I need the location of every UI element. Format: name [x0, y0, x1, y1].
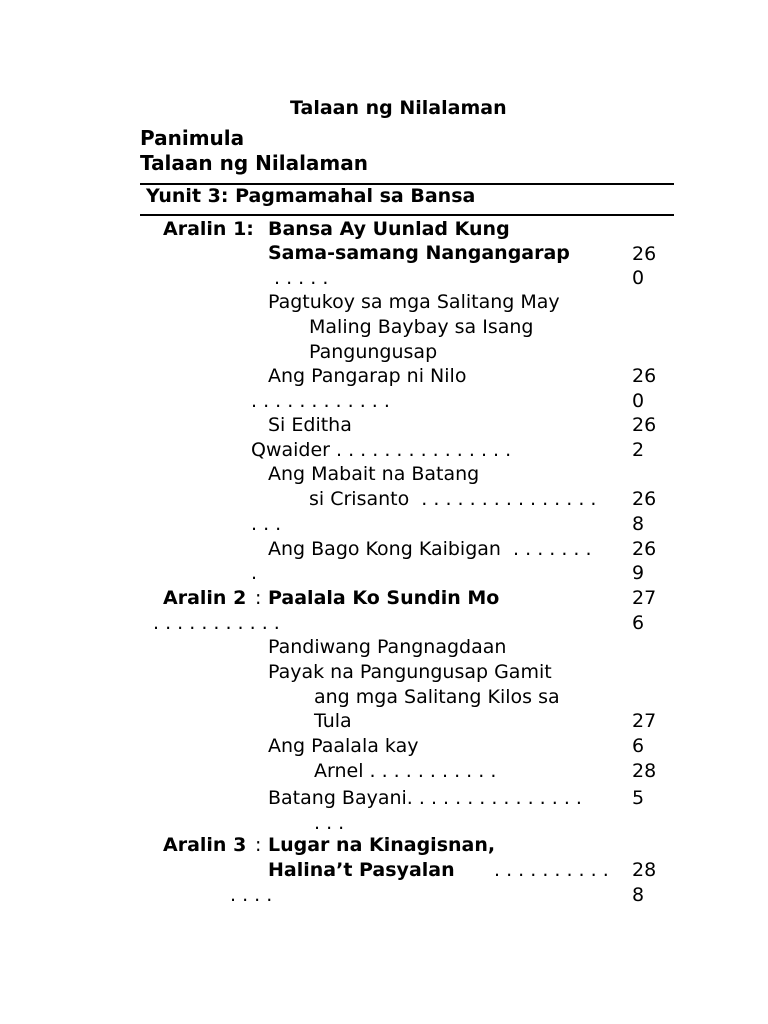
aralin2-item2-page-b: 6 — [632, 735, 645, 757]
aralin3-page-b: 8 — [632, 884, 645, 906]
toc-title: Talaan ng Nilalaman — [290, 97, 507, 119]
aralin3-title-line2: Halina’t Pasyalan — [268, 859, 455, 881]
aralin1-title-line2: Sama-samang Nangangarap — [268, 242, 570, 264]
aralin3-title-line1: Lugar na Kinagisnan, — [268, 834, 496, 856]
aralin1-item4-dots: . . . — [251, 513, 282, 535]
aralin1-item4-page-b: 8 — [632, 513, 645, 535]
aralin2-item1-line1: Pandiwang Pangnagdaan — [268, 636, 507, 658]
aralin1-item1-line2: Maling Baybay sa Isang — [309, 316, 534, 338]
aralin2-item4-line2: . . . — [314, 812, 345, 834]
unit-heading: Yunit 3: Pagmamahal sa Bansa — [146, 185, 476, 207]
aralin1-page-a: 26 — [632, 243, 657, 265]
aralin1-item5-line1: Ang Bago Kong Kaibigan . . . . . . . — [268, 538, 592, 560]
aralin2-item3-page-a: 28 — [632, 760, 657, 782]
aralin1-item4-line1: Ang Mabait na Batang — [268, 463, 480, 485]
front-item-panimula: Panimula — [140, 126, 245, 150]
aralin1-item3-page-a: 26 — [632, 414, 657, 436]
aralin2-colon: : — [255, 587, 262, 609]
aralin2-item3-line2: Arnel . . . . . . . . . . . — [314, 760, 497, 782]
aralin1-page-b: 0 — [632, 267, 645, 289]
aralin1-item4-line2: si Crisanto . . . . . . . . . . . . . . . — [309, 488, 597, 510]
aralin1-item2-dots: . . . . . . . . . . . . — [251, 390, 390, 412]
aralin1-title-line1: Bansa Ay Uunlad Kung — [268, 218, 510, 240]
aralin1-item5-page-a: 26 — [632, 538, 657, 560]
aralin2-item2-page-a: 27 — [632, 710, 657, 732]
aralin2-item4-line1: Batang Bayani. . . . . . . . . . . . . . . — [268, 787, 582, 809]
aralin2-dots: . . . . . . . . . . . — [153, 612, 280, 634]
aralin1-item3-line1: Si Editha — [268, 414, 352, 436]
aralin1-item3-page-b: 2 — [632, 439, 645, 461]
aralin1-label: Aralin 1: — [163, 218, 254, 240]
aralin2-page-b: 6 — [632, 612, 645, 634]
aralin1-dots: . . . . . — [274, 267, 329, 289]
aralin2-item3-line1: Ang Paalala kay — [268, 735, 419, 757]
aralin1-item3-line2: Qwaider . . . . . . . . . . . . . . . — [251, 439, 512, 461]
aralin1-item1-line3: Pangungusap — [309, 341, 438, 363]
aralin3-colon: : — [255, 834, 262, 856]
aralin1-item5-dots: . — [251, 562, 258, 584]
aralin1-item2-page-a: 26 — [632, 365, 657, 387]
aralin2-label: Aralin 2 — [163, 587, 247, 609]
rule-bottom — [140, 214, 674, 216]
aralin2-item2-line2: ang mga Salitang Kilos sa — [314, 686, 560, 708]
aralin2-item2-line3: Tula — [314, 710, 352, 732]
aralin2-item2-line1: Payak na Pangungusap Gamit — [268, 661, 552, 683]
front-item-talaan: Talaan ng Nilalaman — [140, 151, 368, 175]
aralin3-label: Aralin 3 — [163, 834, 247, 856]
aralin1-item4-page-a: 26 — [632, 488, 657, 510]
aralin1-item5-page-b: 9 — [632, 562, 645, 584]
aralin3-page-a: 28 — [632, 859, 657, 881]
aralin3-dots-inline: . . . . . . . . . . — [494, 859, 609, 881]
aralin1-item1-line1: Pagtukoy sa mga Salitang May — [268, 291, 560, 313]
aralin1-item2-line1: Ang Pangarap ni Nilo — [268, 365, 467, 387]
aralin1-item2-page-b: 0 — [632, 390, 645, 412]
aralin2-page-a: 27 — [632, 587, 657, 609]
aralin2-title: Paalala Ko Sundin Mo — [268, 587, 500, 609]
aralin3-dots: . . . . — [230, 884, 273, 906]
aralin2-item4-page-b: 5 — [632, 787, 645, 809]
